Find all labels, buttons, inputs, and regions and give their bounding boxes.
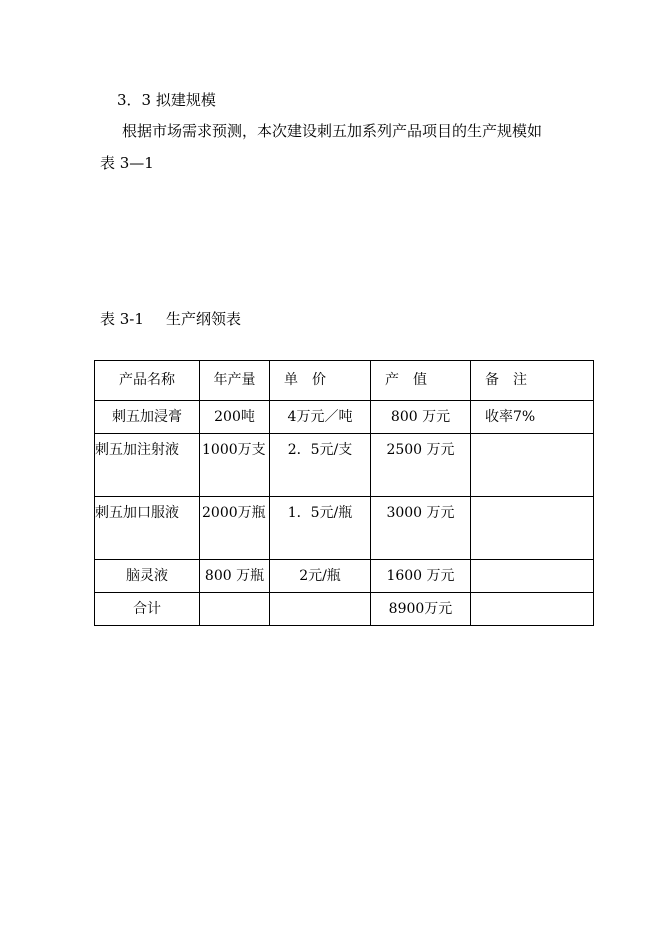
cell-unit-price: 1．5元/瓶 (270, 497, 371, 560)
header-annual-output: 年产量 (200, 361, 270, 401)
cell-total-value: 8900万元 (371, 593, 471, 626)
table-header-row (95, 361, 594, 401)
header-product-name: 产品名称 (95, 361, 200, 401)
cell-remarks (471, 497, 594, 560)
cell-output-value: 800 万元 (371, 401, 471, 434)
cell-product-name: 刺五加口服液 (95, 497, 200, 560)
cell-annual-output (200, 593, 270, 626)
cell-product-name: 刺五加注射液 (95, 434, 200, 497)
cell-annual-output: 200吨 (200, 401, 270, 434)
cell-output-value: 3000 万元 (371, 497, 471, 560)
table-caption-label: 表 3-1 (100, 310, 144, 328)
cell-total-label: 合计 (95, 593, 200, 626)
table-row (95, 497, 594, 560)
cell-unit-price: 2．5元/支 (270, 434, 371, 497)
cell-remarks (471, 434, 594, 497)
header-remarks: 备 注 (471, 361, 594, 401)
section-heading: 3．3 拟建规模 (117, 91, 216, 109)
cell-remarks (471, 593, 594, 626)
cell-annual-output: 1000万支 (200, 434, 270, 497)
table-row (95, 560, 594, 593)
cell-unit-price: 4万元／吨 (270, 401, 371, 434)
production-table (94, 360, 594, 626)
cell-product-name: 脑灵液 (95, 560, 200, 593)
cell-unit-price: 2元/瓶 (270, 560, 371, 593)
cell-annual-output: 800 万瓶 (200, 560, 270, 593)
cell-product-name: 刺五加浸膏 (95, 401, 200, 434)
cell-annual-output: 2000万瓶 (200, 497, 270, 560)
cell-output-value: 2500 万元 (371, 434, 471, 497)
table-caption (100, 309, 241, 329)
cell-remarks: 收率7% (471, 401, 594, 434)
cell-unit-price (270, 593, 371, 626)
paragraph-line-1: 根据市场需求预测，本次建设刺五加系列产品项目的生产规模如 (122, 122, 543, 140)
header-unit-price: 单 价 (270, 361, 371, 401)
table-total-row (95, 593, 594, 626)
table-row (95, 401, 594, 434)
table-row (95, 434, 594, 497)
cell-remarks (471, 560, 594, 593)
cell-output-value: 1600 万元 (371, 560, 471, 593)
header-output-value: 产 值 (371, 361, 471, 401)
paragraph-line-2: 表 3—1 (100, 154, 154, 172)
table-caption-title: 生产纲领表 (165, 310, 241, 328)
